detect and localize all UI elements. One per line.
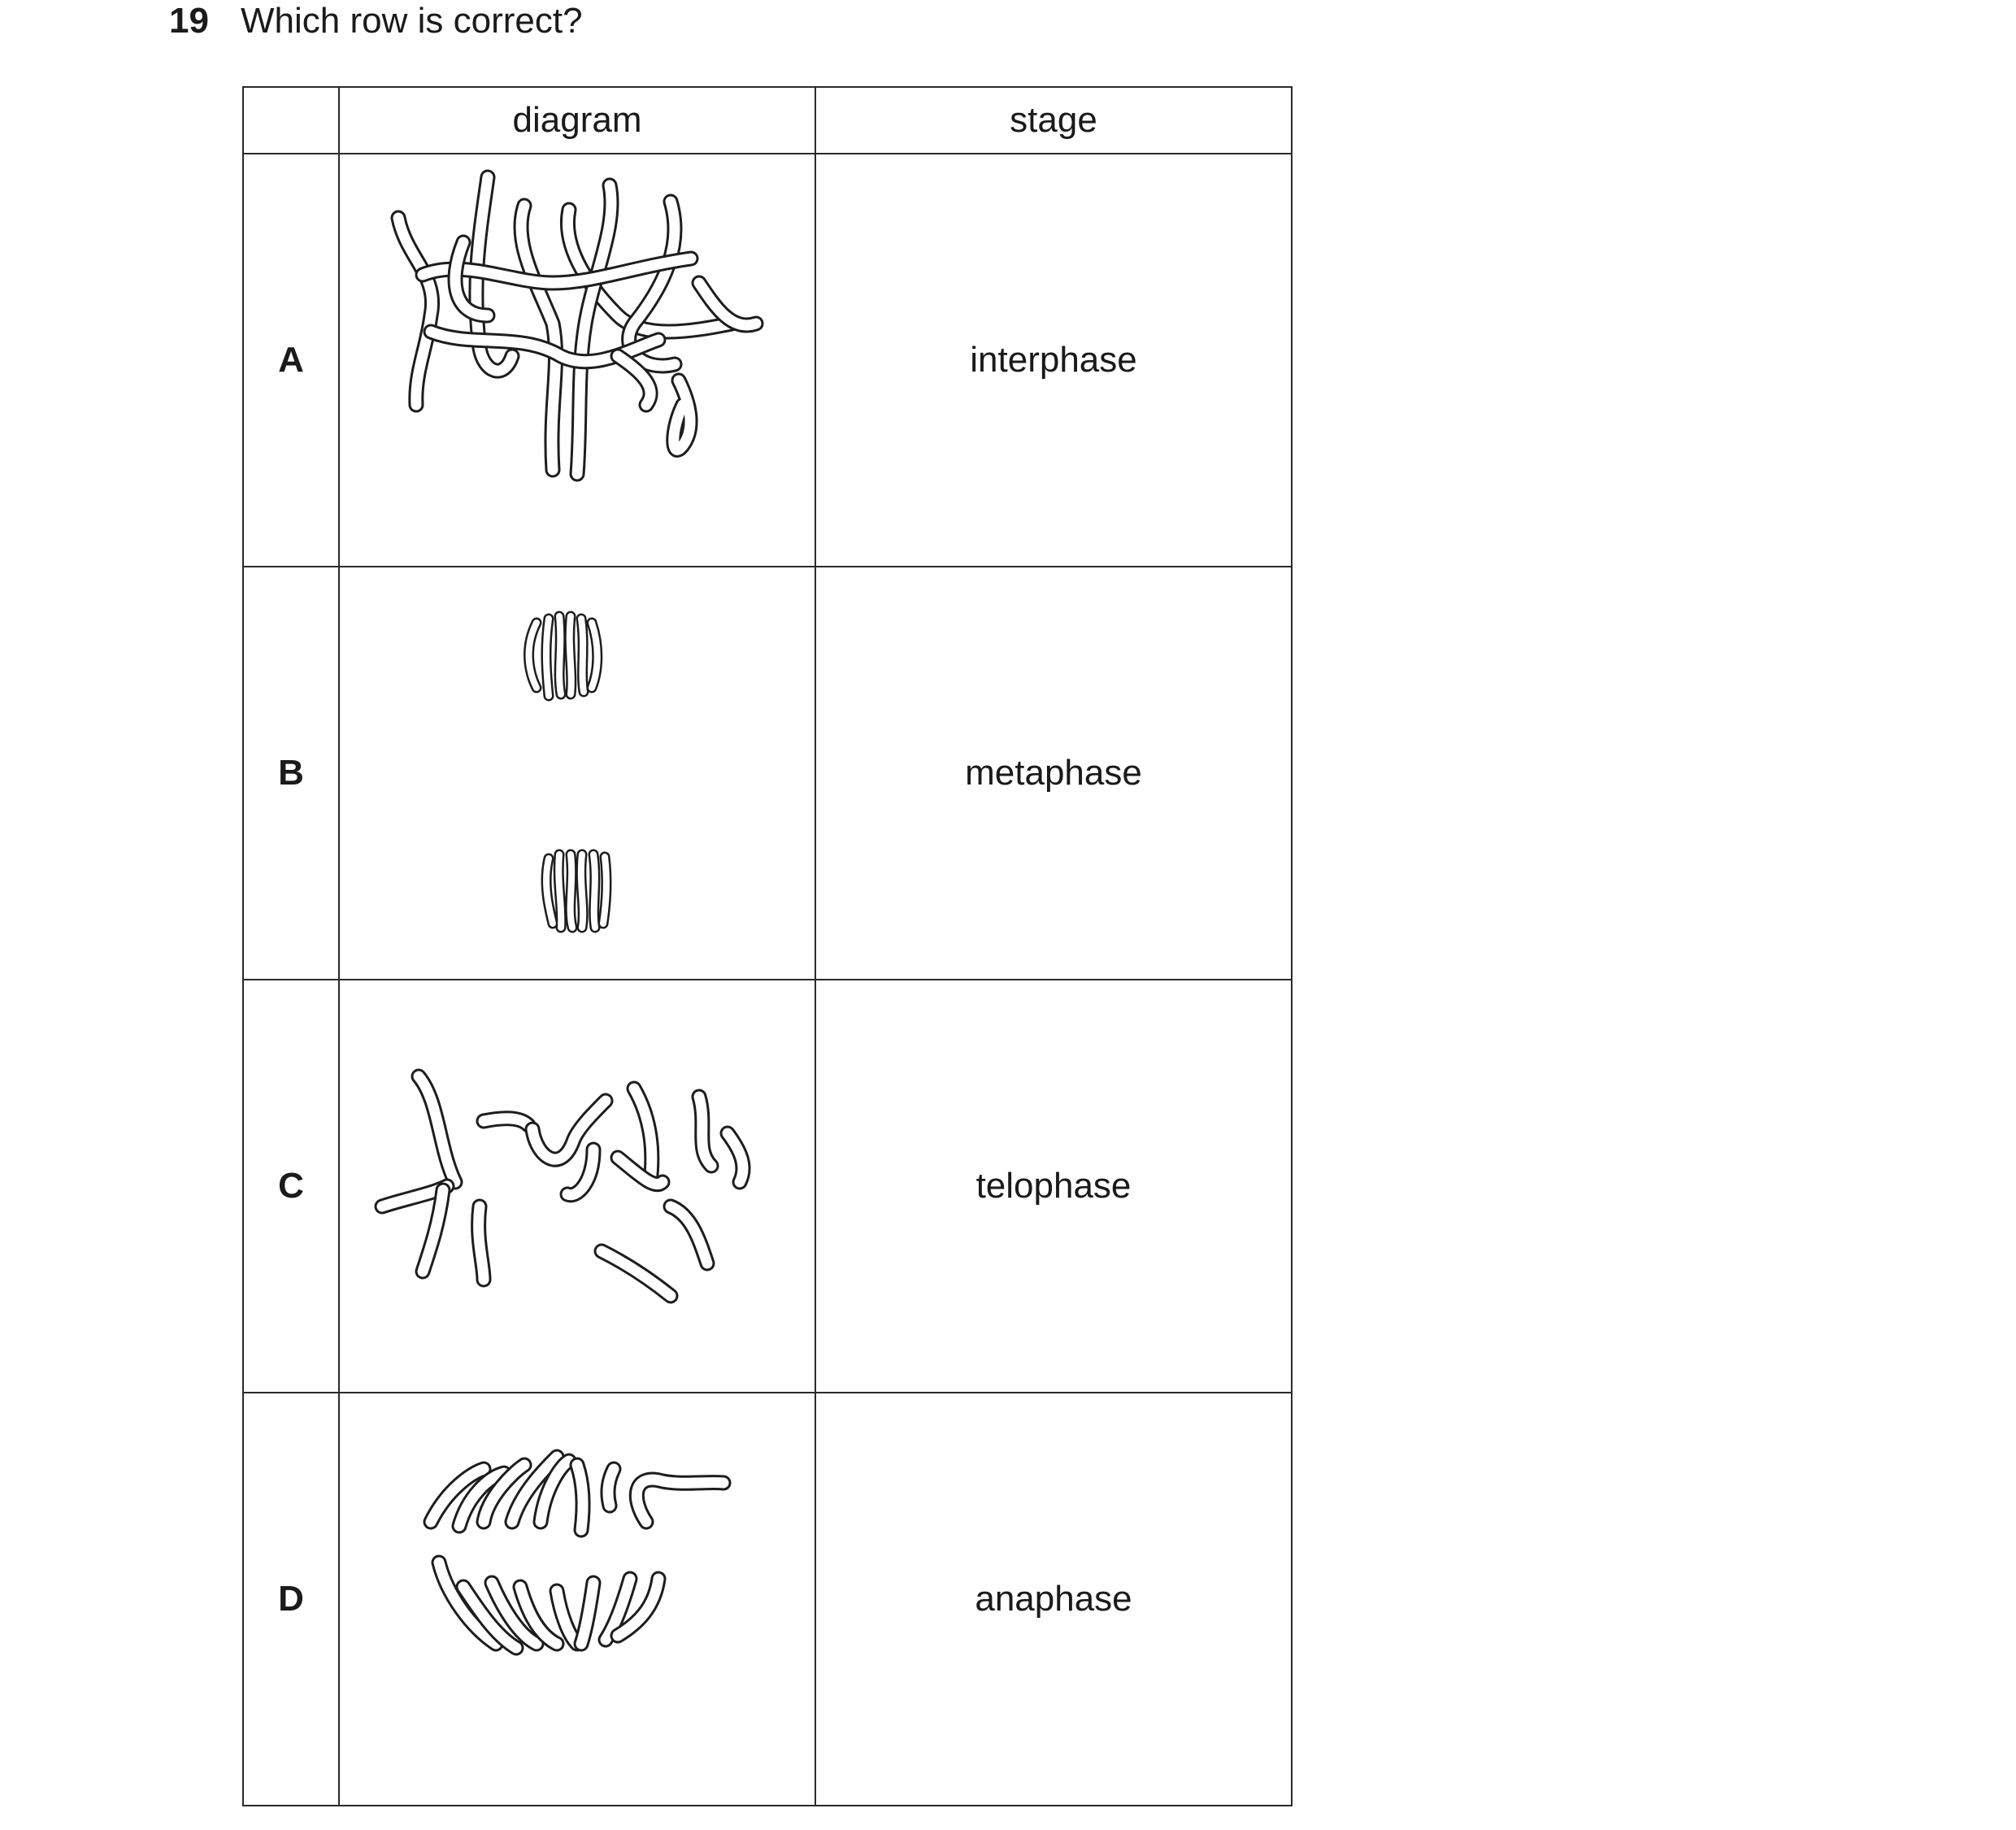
diagram-b [339, 567, 815, 980]
question-number: 19 [169, 1, 209, 41]
table-header-row [243, 87, 1292, 154]
tangled-chromosomes [398, 177, 756, 474]
table-row-a [243, 154, 1292, 567]
chromosome-diagram-d [350, 1400, 805, 1798]
stage-a: interphase [815, 154, 1292, 567]
question-text: Which row is correct? [241, 1, 583, 41]
diagram-d [339, 1393, 815, 1806]
stage-d: anaphase [815, 1393, 1292, 1806]
table-row-d [243, 1393, 1292, 1806]
header-blank [243, 87, 339, 154]
upper-separating-group [431, 1457, 723, 1530]
stage-c: telophase [815, 980, 1292, 1393]
row-letter-d: D [243, 1393, 339, 1806]
options-table [242, 86, 1293, 1806]
diagram-a [339, 154, 815, 567]
row-letter-b: B [243, 567, 339, 980]
diagram-c [339, 980, 815, 1393]
header-diagram: diagram [339, 87, 815, 154]
stage-b: metaphase [815, 567, 1292, 980]
question-header [169, 0, 583, 42]
chromosome-diagram-c [350, 987, 805, 1385]
row-letter-c: C [243, 980, 339, 1393]
row-letter-a: A [243, 154, 339, 567]
lower-separating-group [439, 1563, 658, 1648]
chromosome-diagram-a [350, 161, 805, 559]
lower-chromosome-group [546, 854, 606, 928]
table-row-c [243, 980, 1292, 1393]
chromosome-diagram-b [350, 574, 805, 972]
table-row-b [243, 567, 1292, 980]
header-stage: stage [815, 87, 1292, 154]
upper-chromosome-group [529, 616, 597, 696]
scattered-chromosomes [382, 1076, 743, 1296]
